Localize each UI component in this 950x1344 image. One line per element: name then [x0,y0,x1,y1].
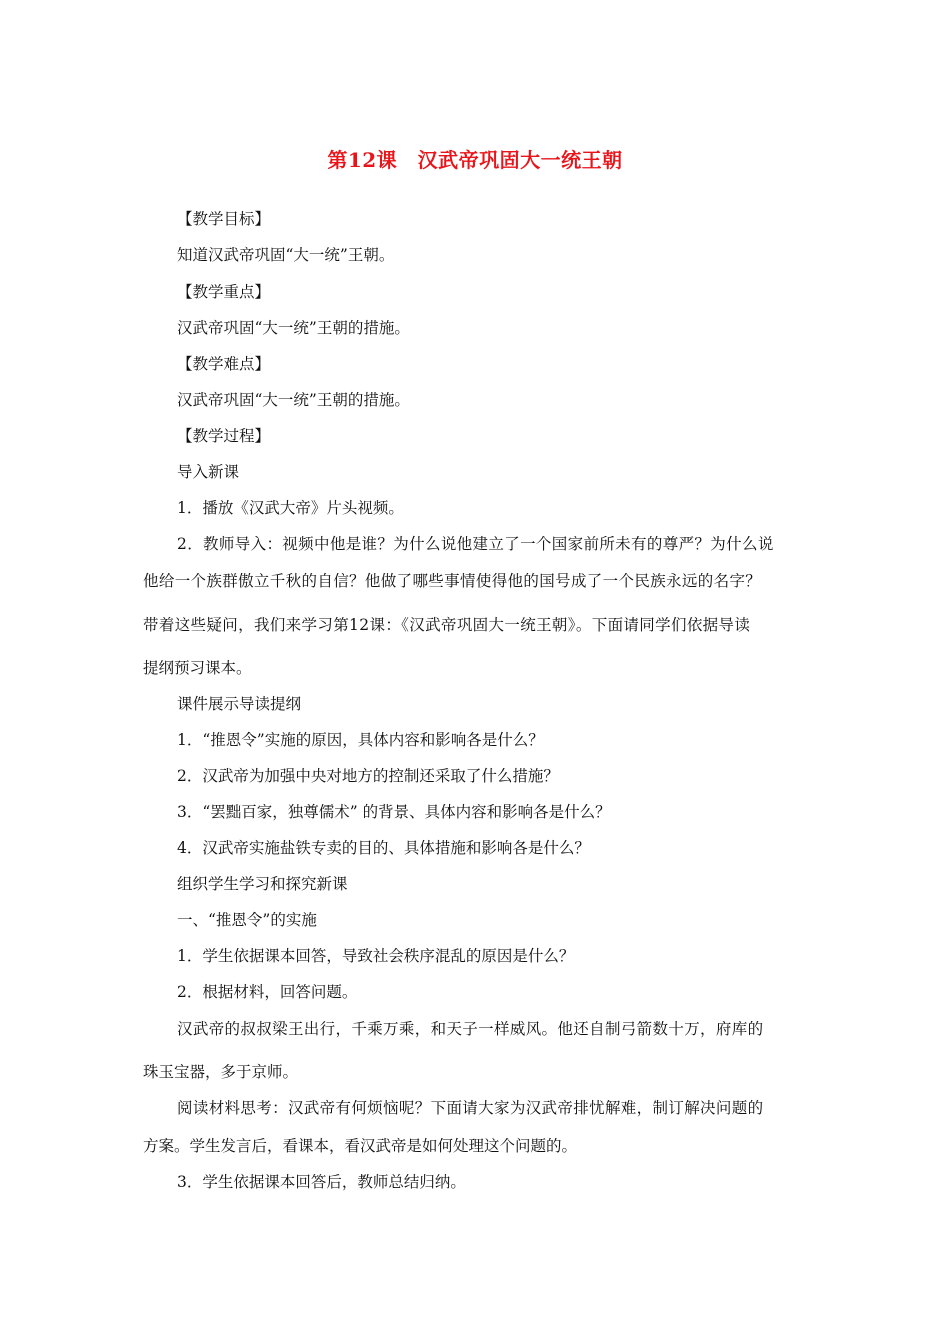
paragraph-continued: 方案。学生发言后，看课本，看汉武帝是如何处理这个问题的。 [143,1137,578,1155]
list-item: 1．“推恩令”实施的原因，具体内容和影响各是什么？ [177,731,544,749]
list-item: 4．汉武帝实施盐铁专卖的目的、具体措施和影响各是什么？ [177,839,590,857]
paragraph: 阅读材料思考：汉武帝有何烦恼呢？下面请大家为汉武帝排忧解难，制订解决问题的 [177,1099,764,1117]
paragraph-continued: 他给一个族群傲立千秋的自信？他做了哪些事情使得他的国号成了一个民族永远的名字？ [143,572,762,590]
list-item: 1．播放《汉武大帝》片头视频。 [177,499,404,517]
list-item: 3．“罢黜百家，独尊儒术” 的背景、具体内容和影响各是什么？ [177,803,611,821]
section-heading-objectives: 【教学目标】 [177,210,271,228]
paragraph-continued: 带着这些疑问，我们来学习第12课：《汉武帝巩固大一统王朝》。下面请同学们依据导读 [143,616,751,634]
paragraph: 导入新课 [177,463,240,481]
paragraph-continued: 提纲预习课本。 [143,659,252,677]
paragraph: 2．教师导入：视频中他是谁？为什么说他建立了一个国家前所未有的尊严？为什么说 [177,535,774,553]
list-item: 3．学生依据课本回答后，教师总结归纳。 [177,1173,466,1191]
section-heading-difficulties: 【教学难点】 [177,355,271,373]
paragraph: 汉武帝的叔叔梁王出行，千乘万乘，和天子一样威风。他还自制弓箭数十万，府库的 [177,1020,764,1038]
lesson-title: 第12课 汉武帝巩固大一统王朝 [327,148,623,172]
paragraph: 知道汉武帝巩固“大一统”王朝。 [177,246,395,264]
paragraph: 汉武帝巩固“大一统”王朝的措施。 [177,391,410,409]
list-item: 2．汉武帝为加强中央对地方的控制还采取了什么措施？ [177,767,559,785]
section-heading-process: 【教学过程】 [177,427,271,445]
subsection-heading: 一、“推恩令”的实施 [177,911,317,929]
list-item: 2．根据材料，回答问题。 [177,983,358,1001]
paragraph-continued: 珠玉宝器，多于京师。 [143,1063,299,1081]
paragraph: 组织学生学习和探究新课 [177,875,348,893]
list-item: 1．学生依据课本回答，导致社会秩序混乱的原因是什么？ [177,947,575,965]
paragraph: 汉武帝巩固“大一统”王朝的措施。 [177,319,410,337]
paragraph: 课件展示导读提纲 [177,695,302,713]
section-heading-key-points: 【教学重点】 [177,283,271,301]
